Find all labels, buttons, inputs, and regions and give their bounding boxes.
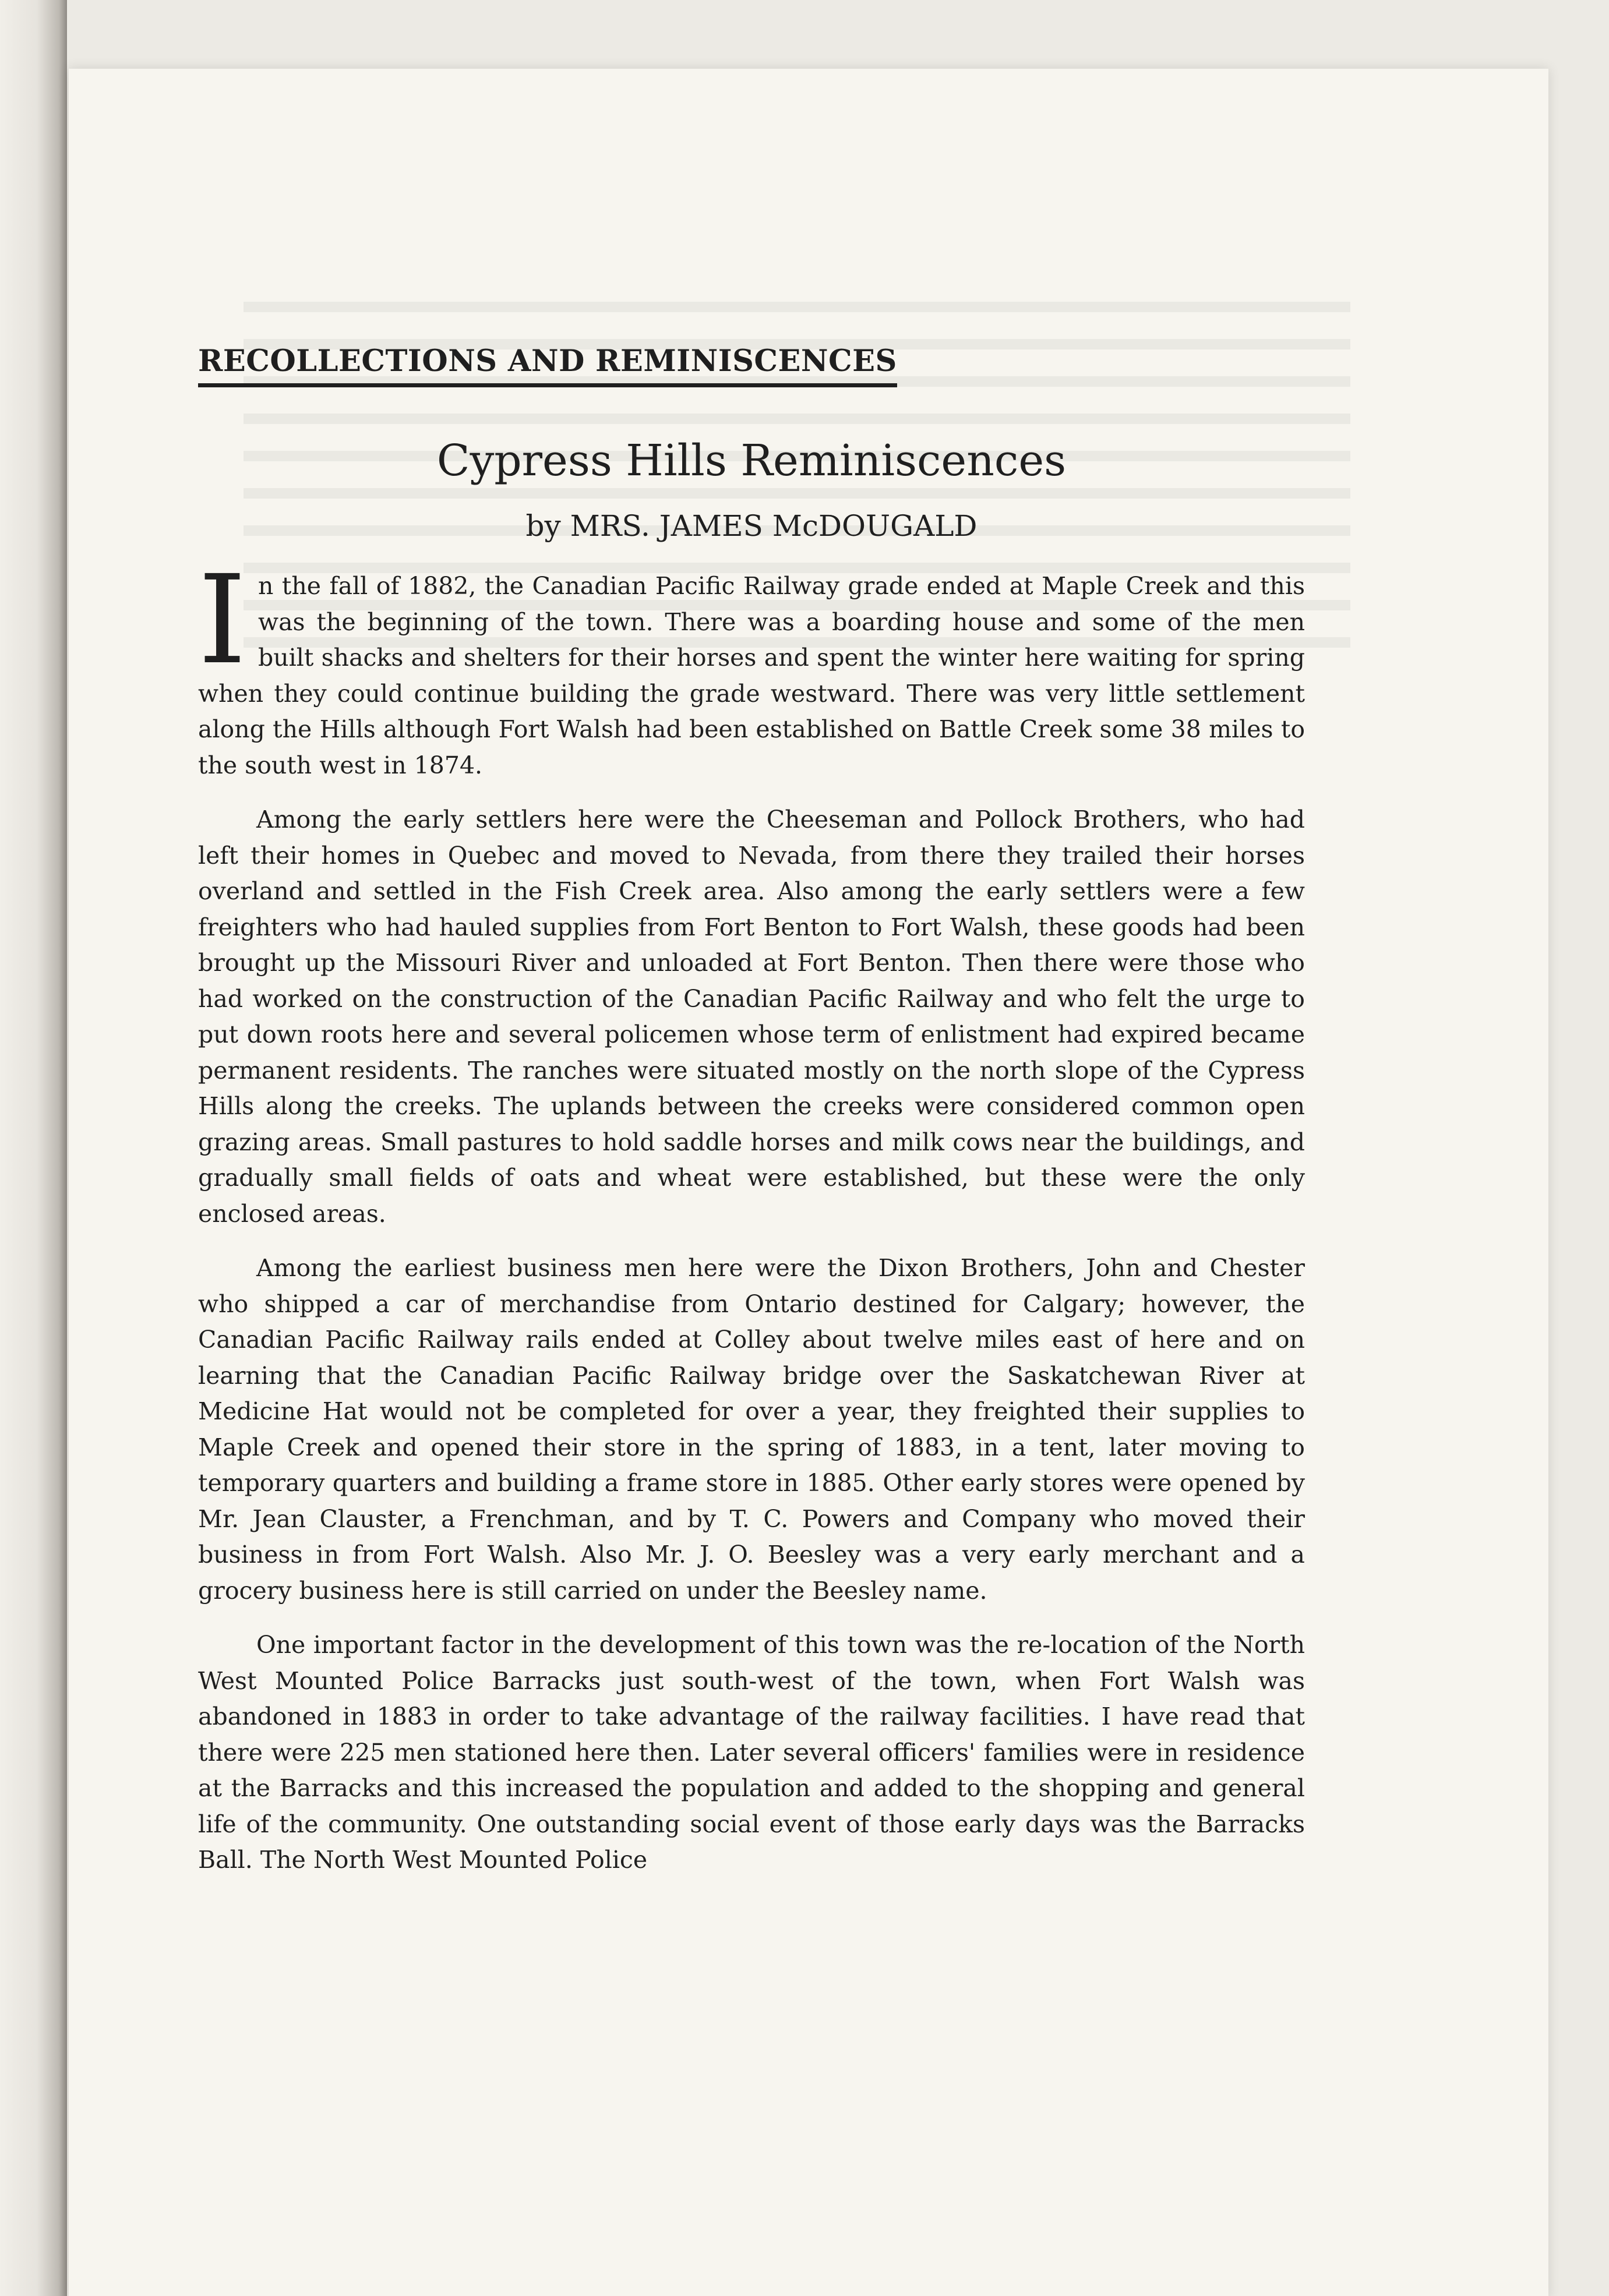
drop-cap: I <box>198 549 246 692</box>
section-heading: RECOLLECTIONS AND REMINISCENCES <box>198 344 897 387</box>
paragraph-2: Among the early settlers here were the Cheeseman and Pollock Brothers, who had left their homes in Quebec and moved to Nevada, from there they trailed their horses overland and settled in the Fish Creek area. Also among the early settlers were a few freighters who had hauled supplies from Fort Benton to Fort Walsh, these goods had been brought up the Missouri River and unloaded at Fort Benton. Then there were those who had worked on the construction of the Canadian Pacific Railway and who felt the urge to put down roots here and several policemen whose term of enlistment had expired became permanent residents. The ranches were situated mostly on the north slope of the Cypress Hills along the creeks. The uplands between the creeks were considered common open grazing areas. Small pastures to hold saddle horses and milk cows near the buildings, and gradually small fields of oats and wheat were established, but these were the only enclosed areas. <box>198 806 1305 1228</box>
paragraph-1-text: n the fall of 1882, the Canadian Pacific Railway grade ended at Maple Creek and this was the beginning of the town. There was a boarding house and some of the men built shacks and shelters for their horses and spent the winter here waiting for spring when they could continue building the grade westward. There was very little settlement along the Hills although Fort Walsh had been established on Battle Creek some 38 miles to the south west in 1874. <box>198 572 1305 779</box>
paragraph-1 <box>198 549 1305 783</box>
article <box>198 344 1305 1897</box>
paragraph-4: One important factor in the development of this town was the re-location of the North West Mounted Police Barracks just south-west of the town, when Fort Walsh was abandoned in 1883 in order to take advantage of the railway facilities. I have read that there were 225 men stationed here then. Later several officers' families were in residence at the Barracks and this increased the population and added to the shopping and general life of the community. One outstanding social event of those early days was the Barracks Ball. The North West Mounted Police <box>198 1631 1305 1874</box>
paragraph-3: Among the earliest business men here were the Dixon Brothers, John and Chester who shipped a car of merchandise from Ontario destined for Calgary; however, the Canadian Pacific Railway rails ended at Colley about twelve miles east of here and on learning that the Canadian Pacific Railway bridge over the Saskatchewan River at Medicine Hat would not be completed for over a year, they freighted their supplies to Maple Creek and opened their store in the spring of 1883, in a tent, later moving to temporary quarters and building a frame store in 1885. Other early stores were opened by Mr. Jean Clauster, a Frenchman, and by T. C. Powers and Company who moved their business in from Fort Walsh. Also Mr. J. O. Beesley was a very early merchant and a grocery business here is still carried on under the Beesley name. <box>198 1254 1305 1605</box>
facing-page-edge <box>0 0 67 2296</box>
article-title: Cypress Hills Reminiscences <box>436 436 1067 486</box>
article-byline: by MRS. JAMES McDOUGALD <box>525 509 978 543</box>
